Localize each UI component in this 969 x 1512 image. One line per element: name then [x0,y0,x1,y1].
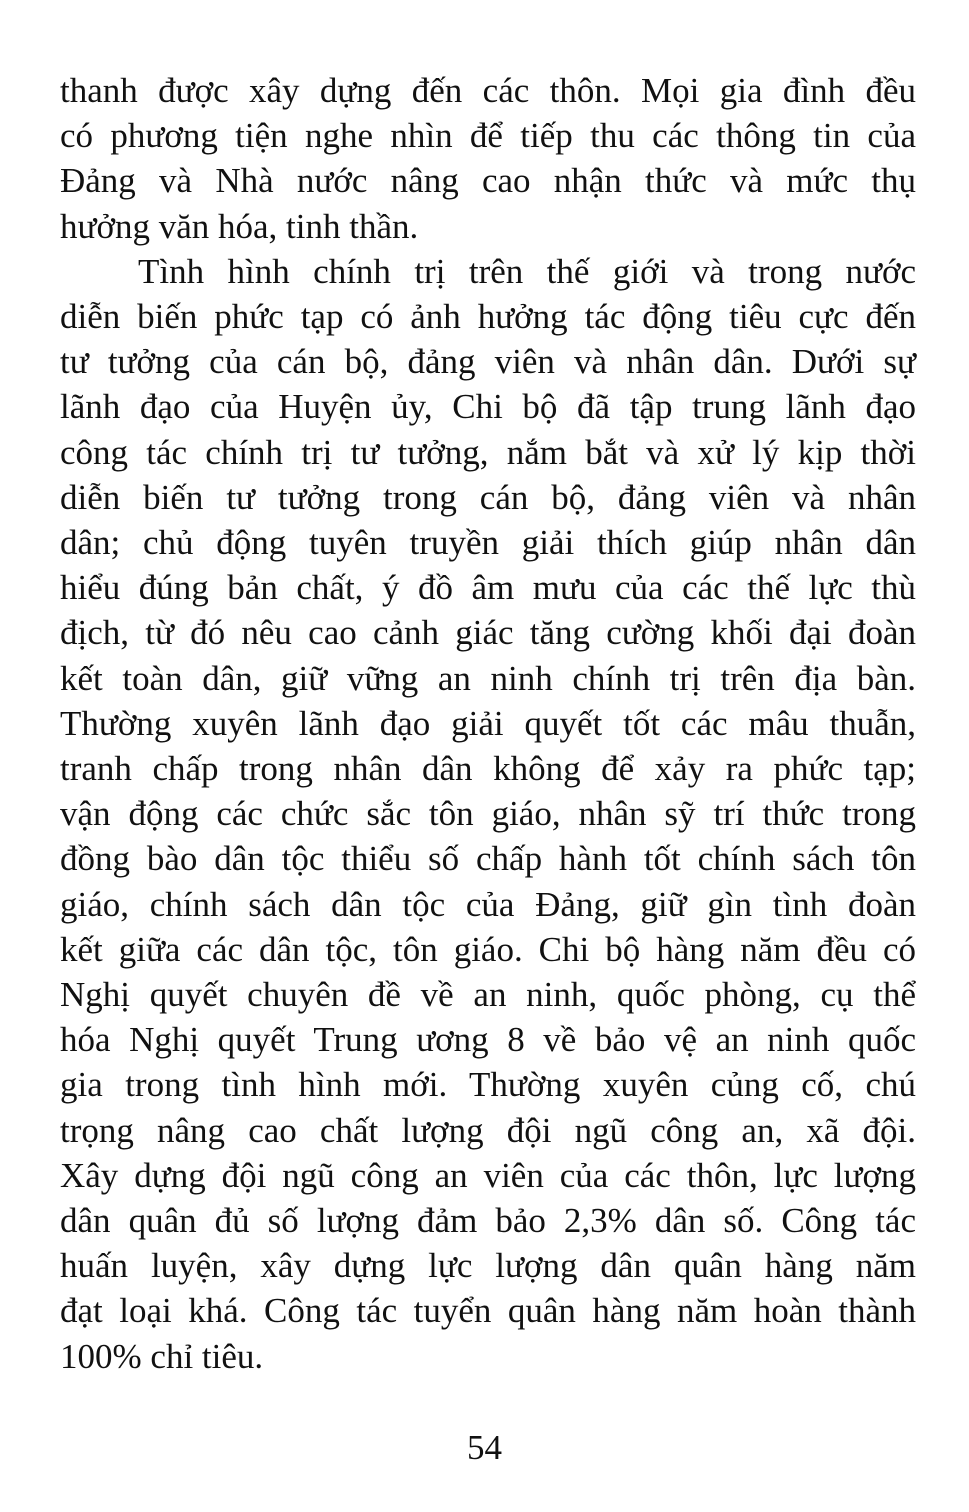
text-line: giáo, chính sách dân tộc của Đảng, giữ gìn tình đoàn [60,884,916,924]
text-line: lãnh đạo của Huyện ủy, Chi bộ đã tập trung lãnh đạo [60,387,916,427]
text-line: tư tưởng của cán bộ, đảng viên và nhân dân. Dưới sự [60,342,916,382]
text-line: diễn biến phức tạp có ảnh hưởng tác động tiêu cực đến [60,297,916,337]
text-line: địch, từ đó nêu cao cảnh giác tăng cường khối đại đoàn [60,613,916,653]
text-line: hưởng văn hóa, tinh thần. [60,206,419,246]
text-line: dân; chủ động tuyên truyền giải thích giúp nhân dân [60,523,916,563]
text-line: Tình hình chính trị trên thế giới và trong nước [138,251,916,291]
text-line: công tác chính trị tư tưởng, nắm bắt và xử lý kịp thời [60,432,916,472]
text-line: trọng nâng cao chất lượng đội ngũ công an, xã đội. [60,1110,916,1150]
text-line: có phương tiện nghe nhìn để tiếp thu các thông tin của [60,116,916,156]
text-line: đồng bào dân tộc thiểu số chấp hành tốt chính sách tôn [60,839,916,879]
text-line: vận động các chức sắc tôn giáo, nhân sỹ trí thức trong [60,794,916,834]
text-line: dân quân đủ số lượng đảm bảo 2,3% dân số. Công tác [60,1201,916,1241]
text-line: gia trong tình hình mới. Thường xuyên củng cố, chú [60,1065,916,1105]
paragraph-1 [60,68,916,249]
text-line: hóa Nghị quyết Trung ương 8 về bảo vệ an ninh quốc [60,1020,916,1060]
text-line: Xây dựng đội ngũ công an viên của các thôn, lực lượng [60,1155,916,1195]
text-line: Thường xuyên lãnh đạo giải quyết tốt các mâu thuẫn, [60,703,916,743]
body-text [60,68,916,1379]
text-line: kết toàn dân, giữ vững an ninh chính trị trên địa bàn. [60,658,916,698]
page-number: 54 [467,1428,502,1467]
text-line: diễn biến tư tưởng trong cán bộ, đảng viên và nhân [60,477,916,517]
text-line: Nghị quyết chuyên đề về an ninh, quốc phòng, cụ thể [60,975,916,1015]
text-line: huấn luyện, xây dựng lực lượng dân quân hàng năm [60,1246,916,1286]
text-line: hiểu đúng bản chất, ý đồ âm mưu của các thế lực thù [60,568,916,608]
text-line: đạt loại khá. Công tác tuyển quân hàng năm hoàn thành [60,1291,916,1331]
text-line: thanh được xây dựng đến các thôn. Mọi gia đình đều [60,71,916,110]
paragraph-2 [60,249,916,1379]
text-line: Đảng và Nhà nước nâng cao nhận thức và mức thụ [60,161,916,201]
text-line: kết giữa các dân tộc, tôn giáo. Chi bộ hàng năm đều có [60,929,916,969]
text-line: 100% chỉ tiêu. [60,1336,264,1376]
text-line: tranh chấp trong nhân dân không để xảy ra phức tạp; [60,749,916,789]
